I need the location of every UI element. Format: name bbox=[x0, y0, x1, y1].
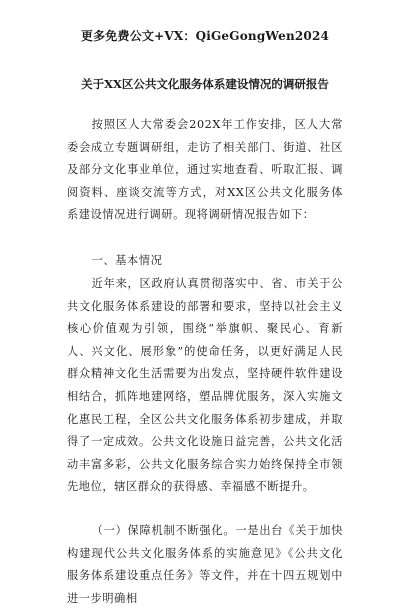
subsection-paragraph: （一）保障机制不断强化。一是出台《关于加快构建现代公共文化服务体系的实施意见》《公共文化服务体系建设重点任务》等文件，并在十四五规划中进一步明确相 bbox=[67, 524, 343, 605]
basic-situation-paragraph: 近年来，区政府认真贯彻落实中、省、市关于公共文化服务体系建设的部署和要求，坚持以社会主义核心价值观为引领，围绕“举旗帜、聚民心、育新人、兴文化、展形象”的使命任务，以更好满足人民群众精神文化生活需要为出发点，坚持硬件软件建设相结合，抓阵地建网络，塑品牌优服务，深入实施文化惠民工程，全区公共文化服务体系初步建成，并取得了一定成效。公共文化设施日益完善，公共文化活动丰富多彩，公共文化服务综合实力始终保持全市领先地位，辖区群众的获得感、幸福感不断提升。 bbox=[67, 277, 343, 494]
intro-paragraph: 按照区人大常委会202X年工作安排，区人大常委会成立专题调研组，走访了相关部门、街道、社区及部分文化事业单位，通过实地查看、听取汇报、调阅资料、座谈交流等方式，对XX区公共文化服务体系建设情况进行调研。现将调研情况报告如下： bbox=[67, 118, 343, 222]
report-title: 关于XX区公共文化服务体系建设情况的调研报告 bbox=[81, 77, 329, 91]
section-heading-basic: 一、基本情况 bbox=[91, 254, 163, 267]
promo-header: 更多免费公文+VX：QiGeGongWen2024 bbox=[80, 29, 330, 43]
